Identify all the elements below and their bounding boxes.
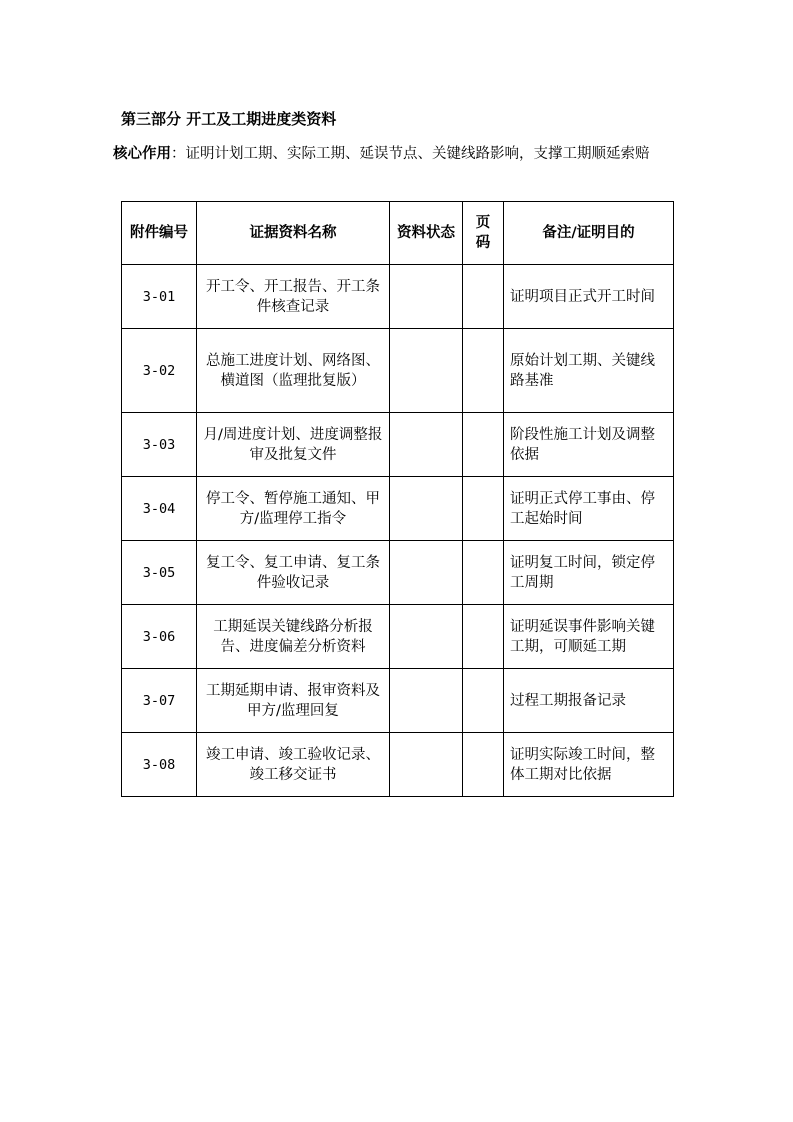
cell-page-number	[463, 669, 504, 733]
intro-text: 证明计划工期、实际工期、延误节点、关键线路影响，支撑工期顺延索赔	[185, 146, 650, 162]
cell-material-status	[390, 265, 463, 329]
cell-attachment-no: 3-05	[122, 541, 197, 605]
table-row	[122, 265, 674, 329]
table-row	[122, 669, 674, 733]
header-evidence-name: 证据资料名称	[197, 202, 390, 265]
cell-evidence-name: 工期延期申请、报审资料及甲方/监理回复	[197, 669, 390, 733]
cell-remarks: 原始计划工期、关键线路基准	[504, 329, 674, 413]
cell-material-status	[390, 669, 463, 733]
cell-attachment-no: 3-08	[122, 733, 197, 797]
cell-material-status	[390, 605, 463, 669]
cell-evidence-name: 竣工申请、竣工验收记录、竣工移交证书	[197, 733, 390, 797]
cell-evidence-name: 开工令、开工报告、开工条件核查记录	[197, 265, 390, 329]
cell-page-number	[463, 265, 504, 329]
cell-remarks: 阶段性施工计划及调整依据	[504, 413, 674, 477]
table-row	[122, 477, 674, 541]
cell-remarks: 证明实际竣工时间，整体工期对比依据	[504, 733, 674, 797]
header-material-status: 资料状态	[390, 202, 463, 265]
table-row	[122, 413, 674, 477]
cell-evidence-name: 总施工进度计划、网络图、横道图（监理批复版）	[197, 329, 390, 413]
cell-evidence-name: 工期延误关键线路分析报告、进度偏差分析资料	[197, 605, 390, 669]
cell-material-status	[390, 541, 463, 605]
cell-page-number	[463, 413, 504, 477]
table-row	[122, 605, 674, 669]
cell-attachment-no: 3-03	[122, 413, 197, 477]
cell-attachment-no: 3-06	[122, 605, 197, 669]
evidence-table	[121, 201, 674, 797]
header-remarks: 备注/证明目的	[504, 202, 674, 265]
cell-remarks: 证明延误事件影响关键工期，可顺延工期	[504, 605, 674, 669]
cell-page-number	[463, 733, 504, 797]
cell-evidence-name: 复工令、复工申请、复工条件验收记录	[197, 541, 390, 605]
cell-evidence-name: 月/周进度计划、进度调整报审及批复文件	[197, 413, 390, 477]
cell-material-status	[390, 413, 463, 477]
cell-page-number	[463, 477, 504, 541]
cell-material-status	[390, 329, 463, 413]
cell-material-status	[390, 733, 463, 797]
cell-attachment-no: 3-02	[122, 329, 197, 413]
intro-paragraph	[113, 142, 673, 166]
cell-page-number	[463, 605, 504, 669]
cell-remarks: 证明复工时间，锁定停工周期	[504, 541, 674, 605]
cell-material-status	[390, 477, 463, 541]
cell-remarks: 证明正式停工事由、停工起始时间	[504, 477, 674, 541]
cell-remarks: 过程工期报备记录	[504, 669, 674, 733]
cell-evidence-name: 停工令、暂停施工通知、甲方/监理停工指令	[197, 477, 390, 541]
intro-separator: ：	[171, 146, 186, 162]
cell-attachment-no: 3-01	[122, 265, 197, 329]
table-row	[122, 541, 674, 605]
intro-lead: 核心作用	[113, 146, 171, 162]
section-title: 第三部分 开工及工期进度类资料	[121, 110, 337, 128]
cell-page-number	[463, 541, 504, 605]
table-header-row	[122, 202, 674, 265]
header-page-number: 页码	[463, 202, 504, 265]
cell-attachment-no: 3-04	[122, 477, 197, 541]
cell-attachment-no: 3-07	[122, 669, 197, 733]
cell-remarks: 证明项目正式开工时间	[504, 265, 674, 329]
cell-page-number	[463, 329, 504, 413]
header-attachment-no: 附件编号	[122, 202, 197, 265]
table-row	[122, 733, 674, 797]
table-row	[122, 329, 674, 413]
